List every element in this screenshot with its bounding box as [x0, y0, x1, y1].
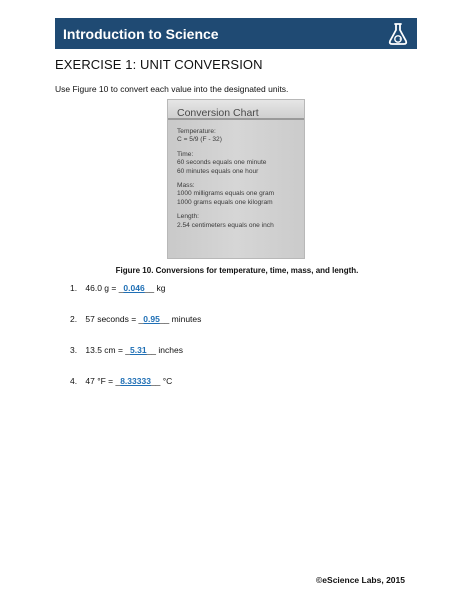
header-bar — [55, 18, 417, 49]
section-heading: Time: — [177, 150, 194, 158]
question-prefix: 47 °F = _ — [85, 376, 121, 386]
section-line: C = 5/9 (F - 32) — [177, 136, 222, 144]
question-suffix: __ inches — [146, 345, 183, 355]
question-suffix: __ kg — [144, 283, 166, 293]
conversion-chart-figure — [167, 99, 305, 259]
section-heading: Mass: — [177, 182, 195, 190]
question-suffix: __ minutes — [159, 314, 202, 324]
header-title: Introduction to Science — [63, 25, 219, 42]
answer-value: 0.95 — [143, 314, 160, 324]
instruction-text: Use Figure 10 to convert each value into the designated units. — [55, 84, 289, 94]
section-line: 60 minutes equals one hour — [177, 167, 259, 175]
section-heading: Length: — [177, 213, 199, 221]
section-line: 2.54 centimeters equals one inch — [177, 221, 274, 229]
question-item — [70, 283, 166, 293]
question-item — [70, 345, 183, 355]
question-number: 3. — [70, 345, 78, 355]
question-item — [70, 376, 172, 386]
question-number: 4. — [70, 376, 78, 386]
chart-section-temperature — [177, 128, 304, 145]
section-line: 60 seconds equals one minute — [177, 159, 267, 167]
question-prefix: 13.5 cm = _ — [85, 345, 131, 355]
figure-caption: Figure 10. Conversions for temperature, time, mass, and length. — [115, 266, 359, 275]
answer-value: 8.33333 — [120, 376, 151, 386]
chart-section-mass — [177, 182, 304, 207]
exercise-title: EXERCISE 1: UNIT CONVERSION — [55, 57, 263, 72]
chart-body — [168, 120, 304, 230]
section-line: 1000 milligrams equals one gram — [177, 190, 275, 198]
question-suffix: __ °C — [150, 376, 173, 386]
flask-icon — [387, 22, 409, 46]
copyright-footer: ©eScience Labs, 2015 — [316, 575, 405, 585]
question-number: 2. — [70, 314, 78, 324]
chart-titlebar — [168, 100, 304, 120]
question-number: 1. — [70, 283, 78, 293]
section-heading: Temperature: — [177, 128, 216, 135]
answer-value: 0.046 — [123, 283, 145, 293]
question-prefix: 57 seconds = _ — [85, 314, 144, 324]
chart-section-length — [177, 213, 304, 230]
question-prefix: 46.0 g = _ — [85, 283, 124, 293]
question-item — [70, 314, 201, 324]
chart-title: Conversion Chart — [177, 107, 259, 119]
section-line: 1000 grams equals one kilogram — [177, 198, 273, 206]
answer-value: 5.31 — [130, 345, 147, 355]
chart-section-time — [177, 151, 304, 176]
